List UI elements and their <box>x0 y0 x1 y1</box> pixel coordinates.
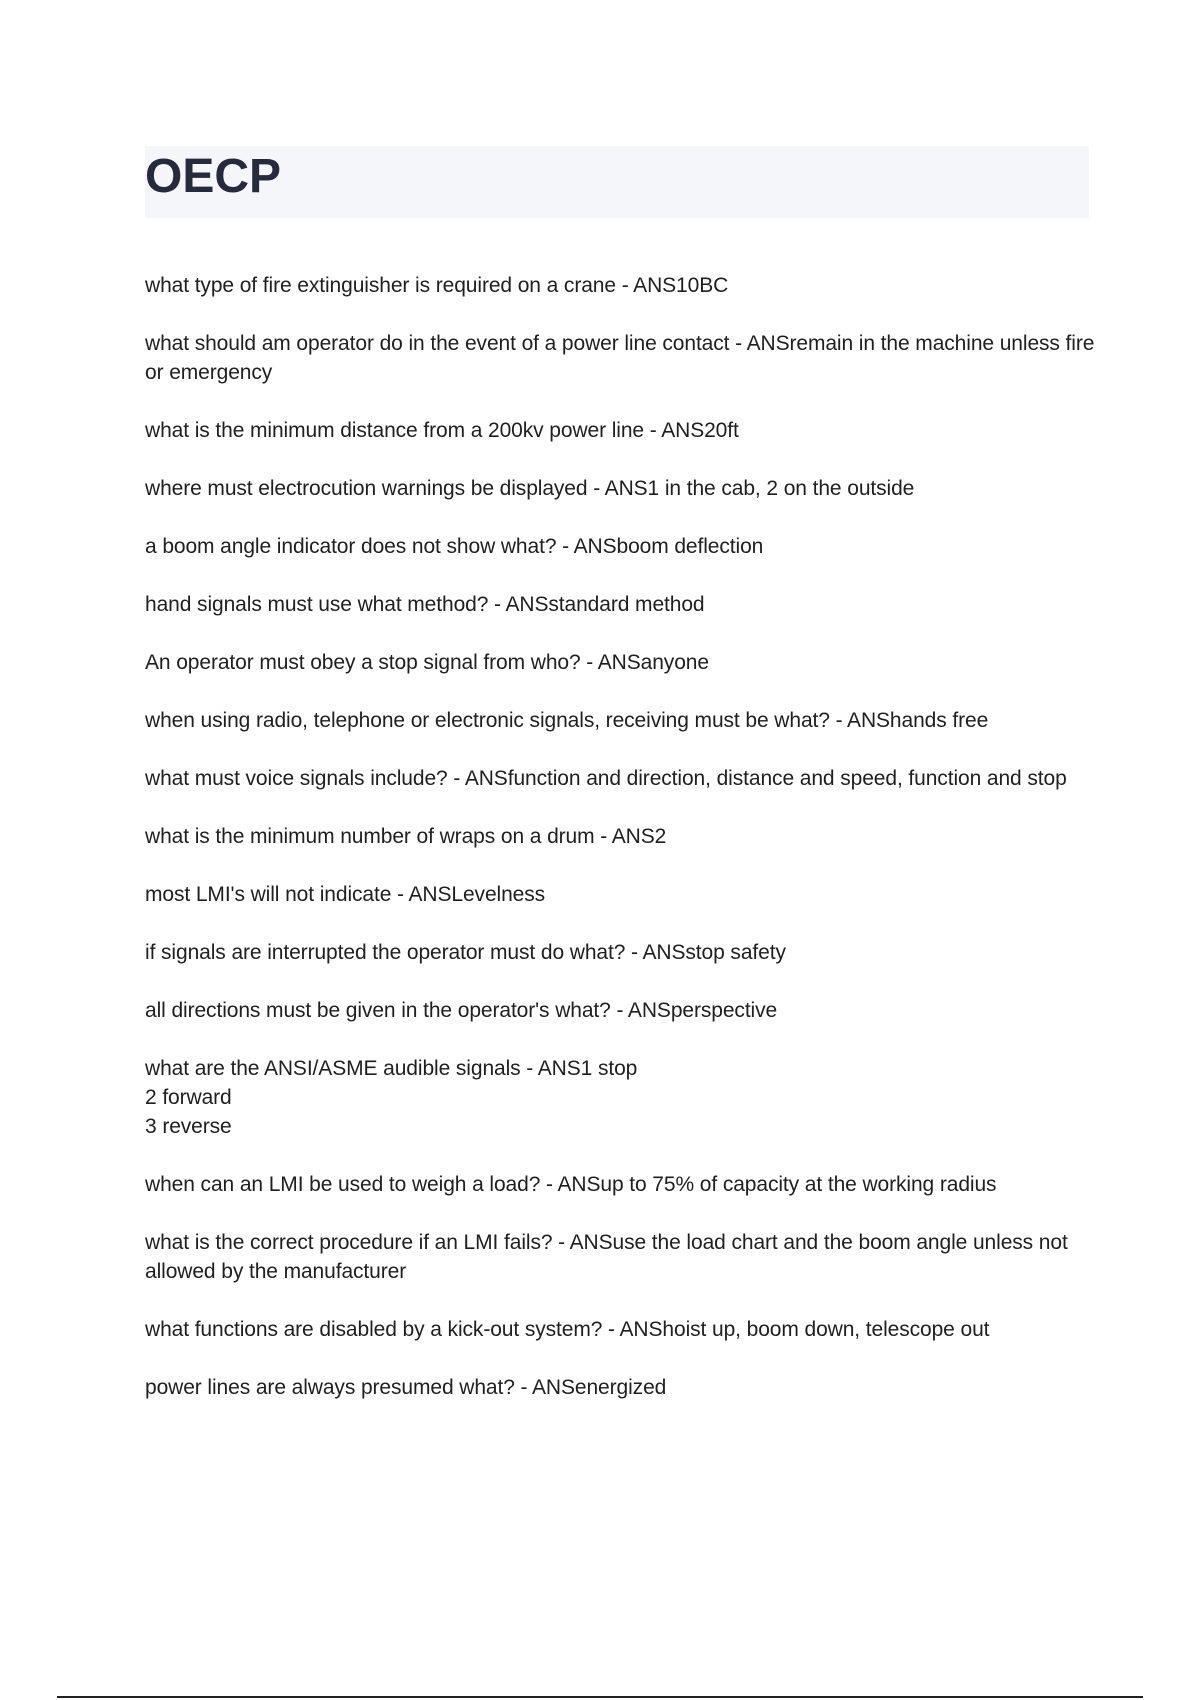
qa-item: what should am operator do in the event of a power line contact - ANSremain in the machine unless fire or emergency <box>145 332 1095 384</box>
qa-item: An operator must obey a stop signal from who? - ANSanyone <box>145 651 709 674</box>
qa-item: hand signals must use what method? - ANSstandard method <box>145 593 705 616</box>
qa-item: what is the correct procedure if an LMI fails? - ANSuse the load chart and the boom angle unless not allowed by the manufacturer <box>145 1231 1068 1283</box>
qa-item: what are the ANSI/ASME audible signals - ANS1 stop 2 forward 3 reverse <box>145 1057 638 1138</box>
qa-item: when can an LMI be used to weigh a load? - ANSup to 75% of capacity at the working radius <box>145 1173 997 1196</box>
qa-item: what is the minimum distance from a 200kv power line - ANS20ft <box>145 419 739 442</box>
qa-item: power lines are always presumed what? - ANSenergized <box>145 1376 667 1399</box>
footer-divider <box>57 1696 1143 1698</box>
qa-item: if signals are interrupted the operator must do what? - ANSstop safety <box>145 941 786 964</box>
title-banner <box>145 146 1089 218</box>
qa-item: where must electrocution warnings be displayed - ANS1 in the cab, 2 on the outside <box>145 477 915 500</box>
page-title: OECP <box>145 150 282 203</box>
qa-item: when using radio, telephone or electronic signals, receiving must be what? - ANShands free <box>145 709 989 732</box>
qa-list <box>145 271 1095 1431</box>
qa-item: most LMI's will not indicate - ANSLevelness <box>145 883 546 906</box>
qa-item: what functions are disabled by a kick-out system? - ANShoist up, boom down, telescope out <box>145 1318 990 1341</box>
qa-item: all directions must be given in the operator's what? - ANSperspective <box>145 999 778 1022</box>
qa-item: a boom angle indicator does not show what? - ANSboom deflection <box>145 535 764 558</box>
qa-item: what type of fire extinguisher is required on a crane - ANS10BC <box>145 274 729 297</box>
qa-item: what is the minimum number of wraps on a drum - ANS2 <box>145 825 667 848</box>
qa-item: what must voice signals include? - ANSfunction and direction, distance and speed, function and stop <box>145 767 1067 790</box>
